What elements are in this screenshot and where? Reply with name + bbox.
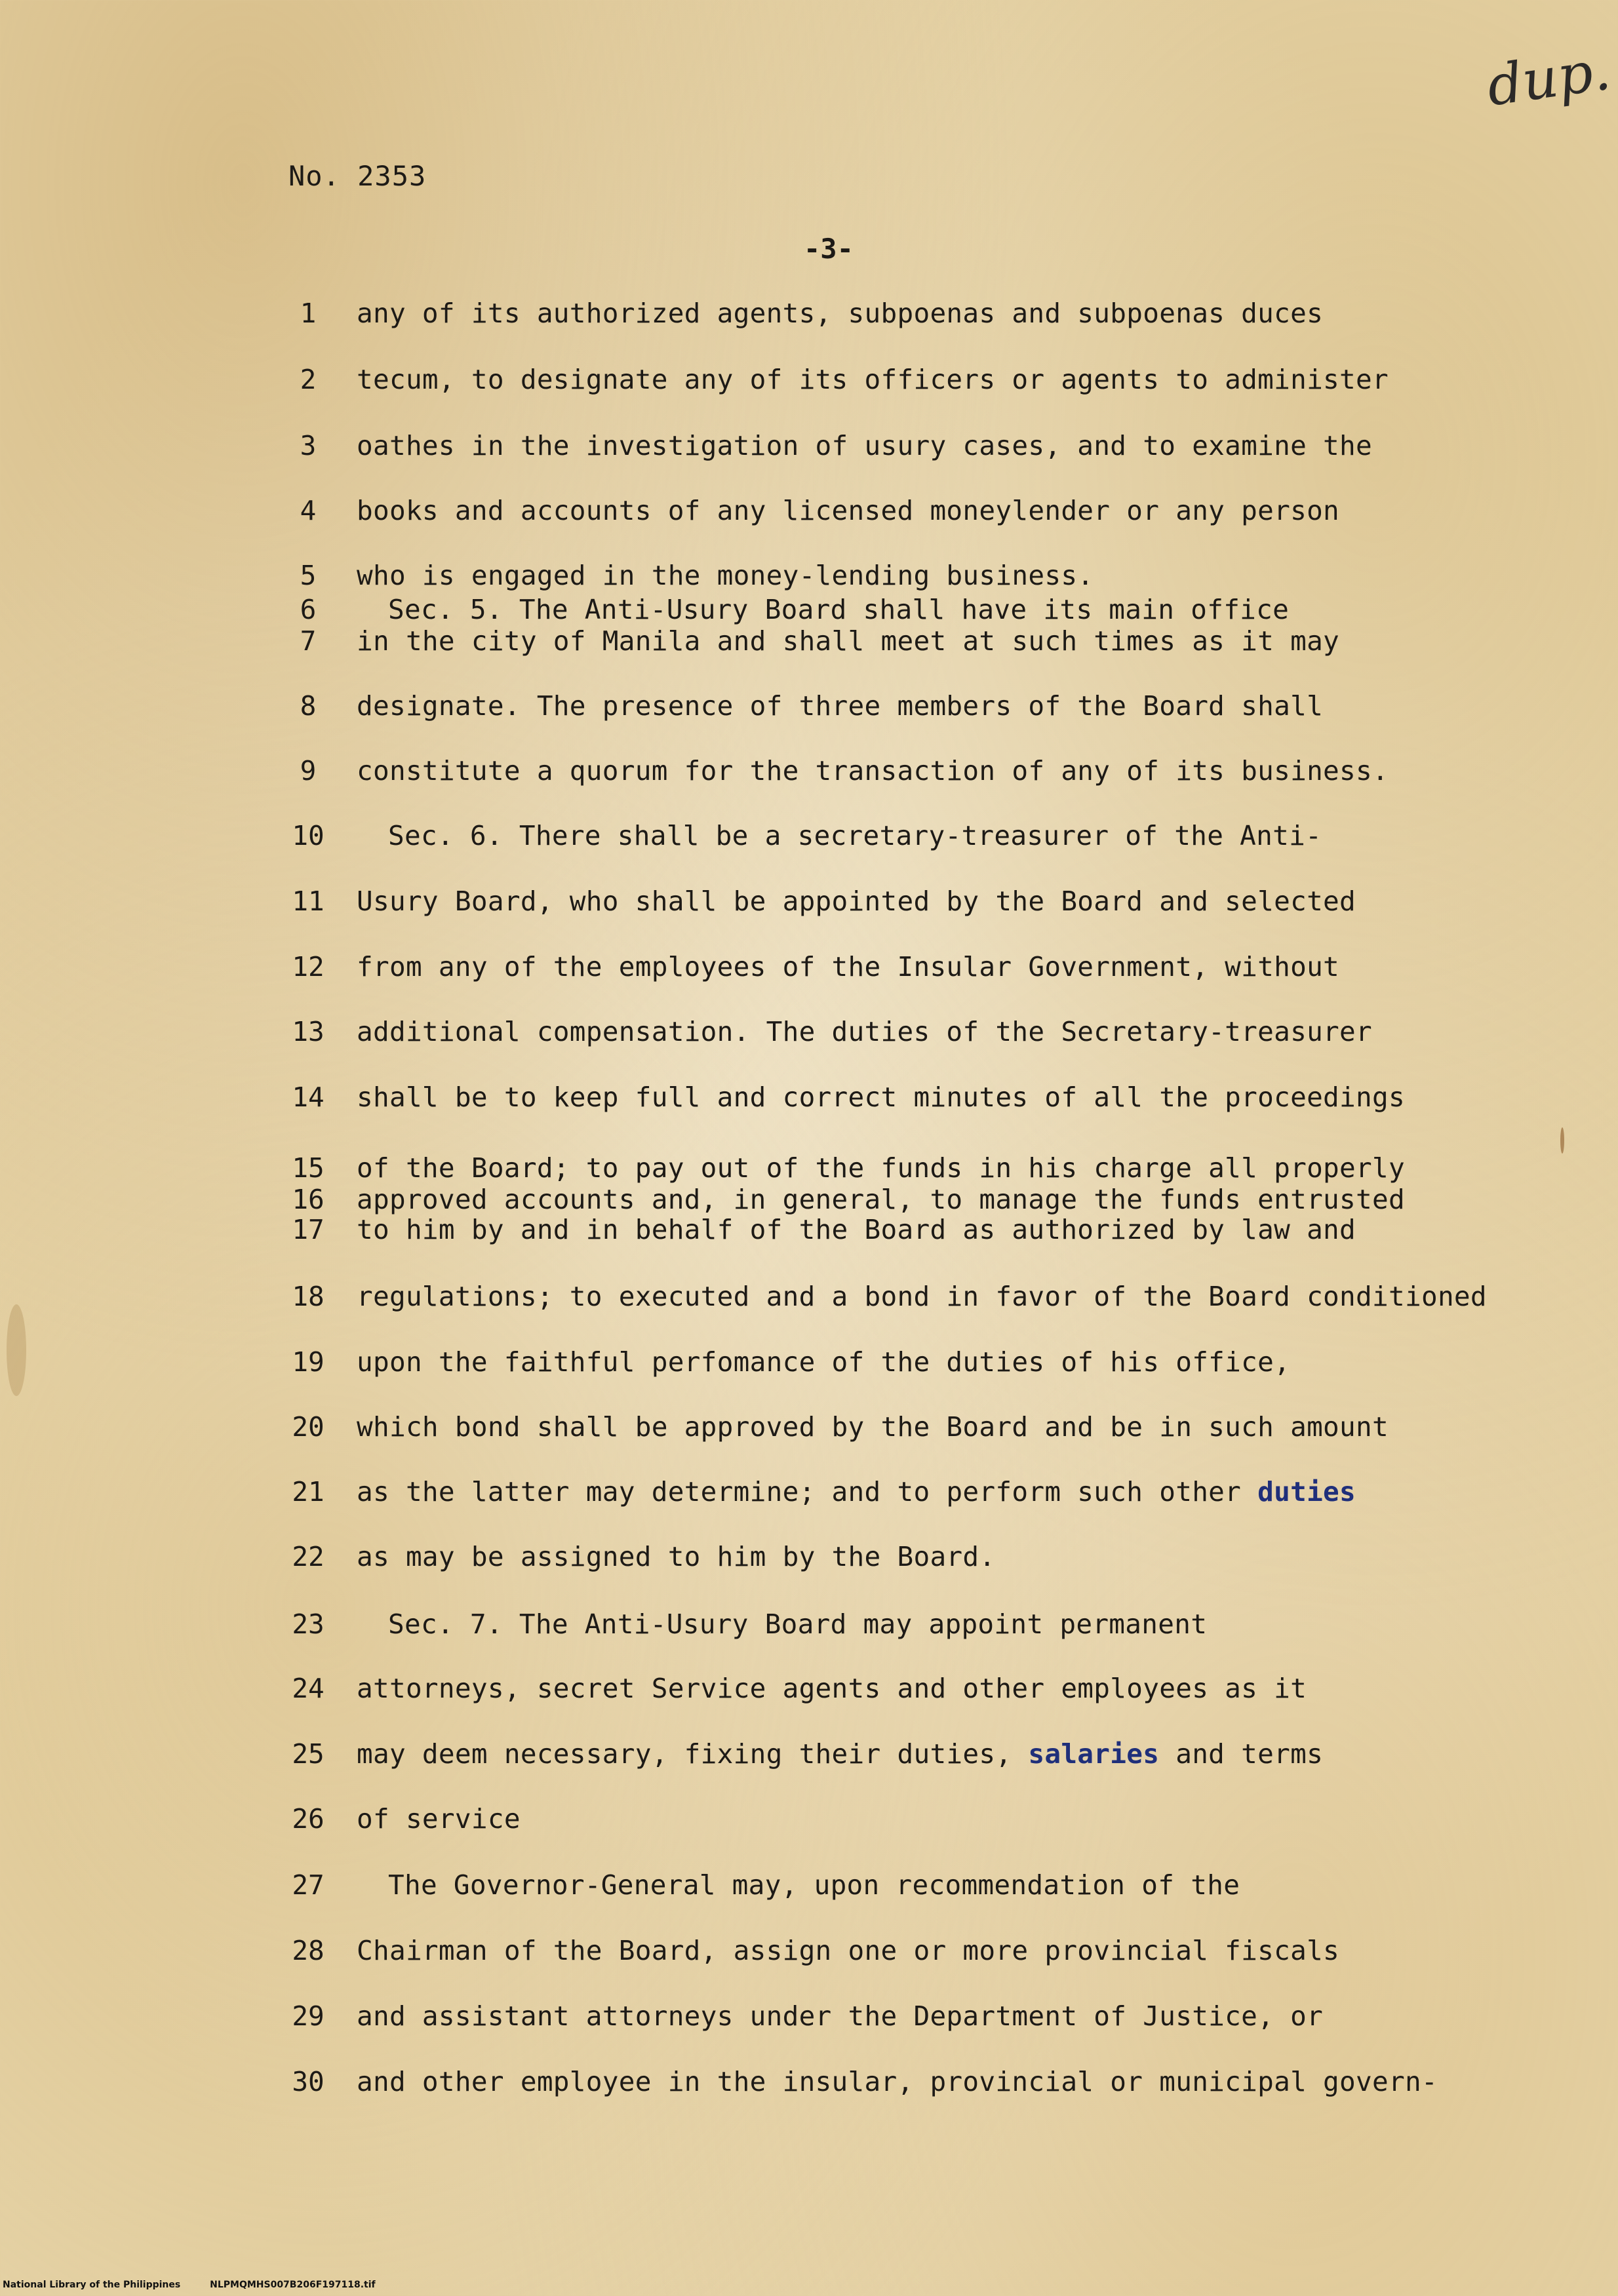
line-number: 25 (292, 1738, 325, 1770)
line-number: 23 (292, 1608, 325, 1640)
line-number: 13 (292, 1016, 325, 1047)
text-line (0, 2062, 1618, 2101)
line-text: and other employee in the insular, provincial or municipal govern- (357, 2066, 1438, 2097)
text-line (0, 1865, 1618, 1905)
line-text: Sec. 6. There shall be a secretary-treasurer of the Anti- (388, 820, 1322, 851)
line-number: 30 (292, 2066, 325, 2097)
line-text: constitute a quorum for the transaction of any of its business. (357, 755, 1389, 787)
file-id: NLPMQMHS007B206F197118.tif (210, 2280, 376, 2290)
line-text: Usury Board, who shall be appointed by the Board and selected (357, 885, 1356, 917)
line-text-main: as the latter may determine; and to perform such other (357, 1476, 1242, 1508)
text-line (0, 1734, 1618, 1774)
line-number: 10 (292, 820, 325, 851)
line-number: 18 (292, 1281, 325, 1312)
line-text: and assistant attorneys under the Department of Justice, or (357, 2000, 1324, 2032)
page-number: -3- (804, 233, 854, 265)
text-line (0, 882, 1618, 921)
line-text: regulations; to executed and a bond in favor of the Board conditioned (357, 1281, 1487, 1312)
line-number: 29 (292, 2000, 325, 2032)
text-line (0, 1210, 1618, 1249)
line-number: 28 (292, 1935, 325, 1966)
text-line (0, 947, 1618, 986)
text-line (0, 294, 1618, 333)
text-line (0, 1277, 1618, 1316)
line-number: 17 (292, 1214, 325, 1245)
line-text: books and accounts of any licensed moneylender or any person (357, 495, 1340, 526)
text-line (0, 751, 1618, 790)
text-line (0, 360, 1618, 399)
line-text: The Governor-General may, upon recommendation of the (388, 1869, 1240, 1901)
line-number: 7 (300, 625, 317, 657)
line-number: 3 (300, 430, 317, 461)
text-line (0, 1407, 1618, 1447)
line-text: of service (357, 1803, 521, 1835)
text-line (0, 1472, 1618, 1511)
line-number: 21 (292, 1476, 325, 1508)
line-text: of the Board; to pay out of the funds in his charge all properly (357, 1152, 1405, 1184)
line-text: shall be to keep full and correct minutes of all the proceedings (357, 1081, 1405, 1113)
line-number: 14 (292, 1081, 325, 1113)
text-line (0, 816, 1618, 855)
text-line (0, 1078, 1618, 1117)
line-text: from any of the employees of the Insular Government, without (357, 951, 1340, 983)
text-line (0, 1537, 1618, 1576)
text-line (0, 426, 1618, 465)
line-text: oathes in the investigation of usury cases, and to examine the (357, 430, 1373, 461)
line-number: 1 (300, 298, 317, 329)
line-number: 5 (300, 560, 317, 591)
line-text: who is engaged in the money-lending business. (357, 560, 1094, 591)
overtyped-word: salaries (1028, 1738, 1160, 1770)
text-line (0, 1799, 1618, 1839)
line-number: 16 (292, 1184, 325, 1215)
line-text: upon the faithful perfomance of the duties of his office, (357, 1346, 1291, 1378)
line-number: 22 (292, 1541, 325, 1572)
line-text: Sec. 5. The Anti-Usury Board shall have its main office (388, 594, 1290, 625)
text-line (0, 1996, 1618, 2036)
line-text: which bond shall be approved by the Board and be in such amount (357, 1411, 1389, 1443)
line-number: 9 (300, 755, 317, 787)
line-number: 11 (292, 885, 325, 917)
line-text: attorneys, secret Service agents and other employees as it (357, 1673, 1307, 1704)
text-line (0, 1342, 1618, 1382)
overtyped-word: duties (1257, 1476, 1356, 1508)
text-line (0, 556, 1618, 595)
line-text: Chairman of the Board, assign one or more provincial fiscals (357, 1935, 1340, 1966)
line-number: 15 (292, 1152, 325, 1184)
line-number: 12 (292, 951, 325, 983)
line-text: designate. The presence of three members of the Board shall (357, 690, 1324, 722)
line-text: as may be assigned to him by the Board. (357, 1541, 996, 1572)
line-text (357, 1734, 1323, 1774)
line-number: 24 (292, 1673, 325, 1704)
line-number: 8 (300, 690, 317, 722)
line-text-tail: and terms (1175, 1738, 1324, 1770)
line-text (357, 1472, 1356, 1511)
archive-footer (0, 2280, 1618, 2296)
text-line (0, 621, 1618, 661)
library-label: National Library of the Philippines (3, 2280, 181, 2290)
document-number: No. 2353 (288, 160, 427, 192)
line-text: in the city of Manila and shall meet at such times as it may (357, 625, 1340, 657)
text-line (0, 1605, 1618, 1644)
text-line (0, 1669, 1618, 1708)
line-number: 26 (292, 1803, 325, 1835)
line-text-main: may deem necessary, fixing their duties, (357, 1738, 1012, 1770)
text-line (0, 491, 1618, 530)
line-text: tecum, to designate any of its officers or agents to administer (357, 364, 1389, 395)
line-number: 19 (292, 1346, 325, 1378)
line-number: 20 (292, 1411, 325, 1443)
line-text: additional compensation. The duties of the Secretary-treasurer (357, 1016, 1373, 1047)
handwritten-note: dup. (1483, 37, 1615, 119)
line-text: to him by and in behalf of the Board as authorized by law and (357, 1214, 1356, 1245)
text-line (0, 686, 1618, 726)
line-number: 2 (300, 364, 317, 395)
text-line (0, 1931, 1618, 1970)
line-number: 6 (300, 594, 317, 625)
line-number: 27 (292, 1869, 325, 1901)
line-text: Sec. 7. The Anti-Usury Board may appoint permanent (388, 1608, 1208, 1640)
line-text: any of its authorized agents, subpoenas and subpoenas duces (357, 298, 1324, 329)
line-number: 4 (300, 495, 317, 526)
text-line (0, 1012, 1618, 1051)
line-text: approved accounts and, in general, to manage the funds entrusted (357, 1184, 1405, 1215)
